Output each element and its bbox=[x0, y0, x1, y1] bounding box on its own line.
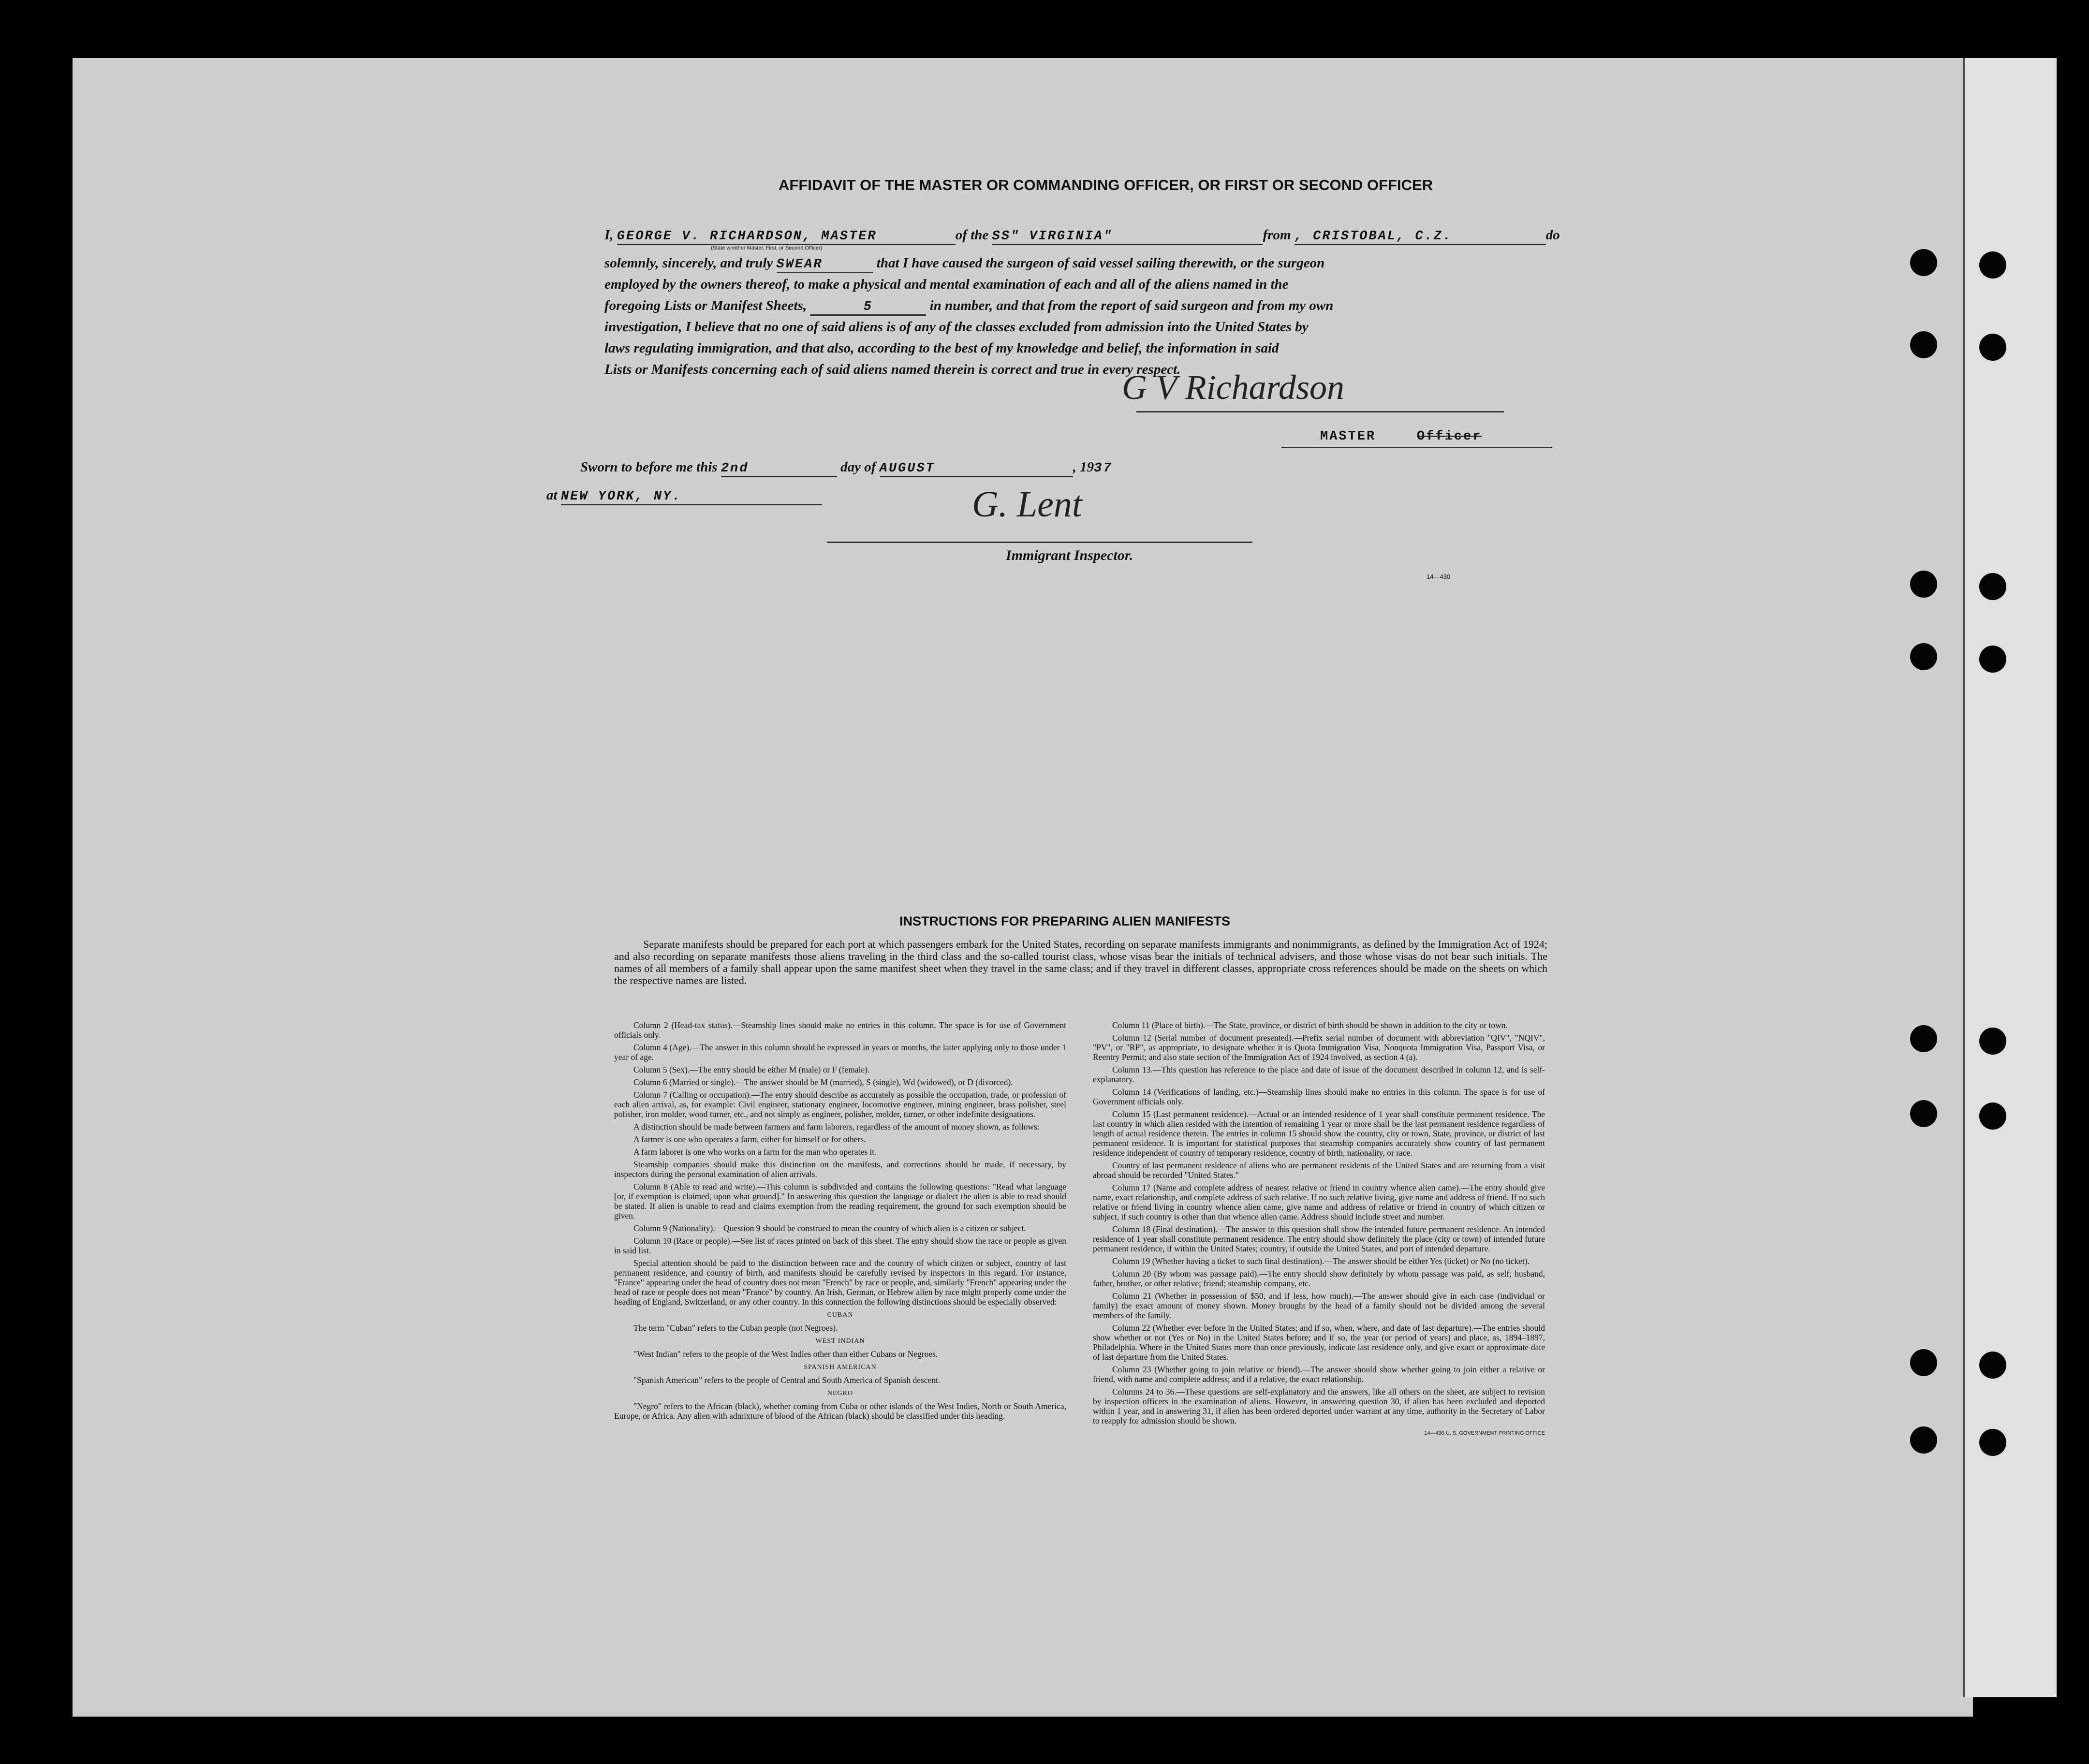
vessel-name: SS" VIRGINIA" bbox=[992, 229, 1263, 245]
negro-definition: "Negro" refers to the African (black), whether coming from Cuba or other islands of the West Indies, North or South America, Europe, or Africa. Any alien with admixture of blood of the African (black) should be classified under this heading. bbox=[614, 1401, 1066, 1421]
facing-page-edge bbox=[1963, 58, 2057, 1697]
printer-imprint: 14—430 U. S. GOVERNMENT PRINTING OFFICE bbox=[1424, 1430, 1545, 1436]
sworn-line: Sworn to before me this 2nd day of AUGUST , 1937 bbox=[580, 459, 1528, 477]
binder-hole bbox=[1979, 334, 2006, 361]
inspector-line bbox=[827, 542, 1252, 543]
binder-hole bbox=[1910, 1100, 1937, 1127]
instruction-paragraph: Column 10 (Race or people).—See list of races printed on back of this sheet. The entry should show the race or people as given in said list. bbox=[614, 1236, 1066, 1255]
binder-hole bbox=[1910, 249, 1937, 276]
sworn-month: AUGUST bbox=[880, 461, 1073, 477]
instruction-paragraph: Column 22 (Whether ever before in the United States; and if so, when, where, and date of last departure).—The entries should show whether or not (Yes or No) in the United States before; and if so, the year (or period of years) and place, as, 1894–1897, Philadelphia. Where in the United States more than once previously, indicate last residence only, and give exact or approximate date of last departure from the United States. bbox=[1093, 1323, 1545, 1362]
sworn-year: 37 bbox=[1094, 461, 1113, 476]
instructions-title: INSTRUCTIONS FOR PREPARING ALIEN MANIFESTS bbox=[899, 914, 1231, 928]
signature-line bbox=[1136, 411, 1504, 412]
instruction-paragraph: Column 23 (Whether going to join relative or friend).—The answer should show whether going to join either a relative or friend, with name and complete address; and if a relative, the exact relationship. bbox=[1093, 1365, 1545, 1384]
instruction-paragraph: Columns 24 to 36.—These questions are self-explanatory and the answers, like all others on the sheet, are subject to revision by inspection officers in the examination of aliens. However, in answering question 30, if alien has been excluded and deported within 1 year, and in answering 31, if alien has been ordered deported under warrant at any time, authority in the Secretary of Labor to reapply for admission should be shown. bbox=[1093, 1387, 1545, 1426]
place-line: at NEW YORK, NY. bbox=[546, 487, 1494, 505]
instruction-paragraph: Column 19 (Whether having a ticket to such final destination).—The answer should be either Yes (ticket) or No (no ticket). bbox=[1112, 1256, 1530, 1266]
instruction-paragraph: Column 5 (Sex).—The entry should be either M (male) or F (female). bbox=[633, 1065, 870, 1074]
sheet-count: 5 bbox=[810, 300, 926, 316]
negro-heading: NEGRO bbox=[827, 1390, 853, 1397]
instruction-paragraph: Steamship companies should make this distinction on the manifests, and corrections should be made, if necessary, by inspectors during the personal examination of alien arrivals. bbox=[614, 1160, 1066, 1179]
signed-title: MASTER bbox=[1320, 429, 1376, 444]
instruction-paragraph: Column 2 (Head-tax status).—Steamship lines should make no entries in this column. The space is for use of Government officials only. bbox=[614, 1020, 1066, 1040]
departure-port: , CRISTOBAL, C.Z. bbox=[1295, 229, 1546, 245]
binder-hole bbox=[1979, 1028, 2006, 1055]
instruction-paragraph: Column 4 (Age).—The answer in this column should be expressed in years or months, the latter applying only to those under 1 year of age. bbox=[614, 1043, 1066, 1062]
instruction-paragraph: A distinction should be made between farmers and farm laborers, regardless of the amount of money shown, as follows: bbox=[633, 1122, 1040, 1132]
instruction-paragraph: Column 21 (Whether in possession of $50, and if less, how much).—The answer should give in each case (individual or family) the exact amount of money shown. Money brought by the head of a family should not be divided among the several members of the family. bbox=[1093, 1291, 1545, 1320]
sworn-day: 2nd bbox=[721, 461, 837, 477]
binder-hole bbox=[1979, 573, 2006, 600]
binder-hole bbox=[1910, 1426, 1937, 1454]
instruction-paragraph: A farmer is one who operates a farm, either for himself or for others. bbox=[633, 1134, 866, 1144]
cuban-heading: CUBAN bbox=[827, 1311, 853, 1319]
binder-hole bbox=[1979, 1102, 2006, 1130]
instruction-paragraph: Column 15 (Last permanent residence).—Actual or an intended residence of 1 year shall constitute permanent residence. The last country in which alien resided with the intention of remaining 1 year or more shall be the last permanent residence regardless of length of actual residence therein. The entries in column 15 should show the country, city or town, State, province, or district of last permanent residence. It is important for statistical purposes that steamship companies accurately show country of last permanent residence independent of country of temporary residence, country of birth, nationality, or race. bbox=[1093, 1109, 1545, 1158]
binder-hole bbox=[1910, 643, 1937, 670]
binder-hole bbox=[1979, 1352, 2006, 1379]
binder-hole bbox=[1910, 571, 1937, 598]
title-line bbox=[1281, 447, 1552, 448]
sworn-place: NEW YORK, NY. bbox=[561, 489, 822, 505]
affidavit-line-6: laws regulating immigration, and that also, according to the best of my knowledge and belief, the information in said bbox=[604, 340, 1279, 356]
master-signature: G V Richardson bbox=[1122, 368, 1344, 407]
inspector-label: Immigrant Inspector. bbox=[1006, 547, 1133, 563]
instruction-paragraph: Column 13.—This question has reference to the place and date of issue of the document described in column 12, and is self-explanatory. bbox=[1093, 1065, 1545, 1084]
binder-hole bbox=[1979, 1429, 2006, 1456]
spanish-american-heading: SPANISH AMERICAN bbox=[804, 1364, 877, 1371]
affidavit-line-5: investigation, I believe that no one of said aliens is of any of the classes excluded from admission into the United States by bbox=[604, 319, 1309, 335]
instruction-paragraph: A farm laborer is one who works on a farm for the man who operates it. bbox=[633, 1147, 877, 1157]
instructions-right-column bbox=[1093, 1020, 1545, 1441]
instruction-paragraph: Column 12 (Serial number of document presented).—Prefix serial number of document with abbreviation "QIV", "NQIV", "PV", or "RP", as appropriate, to designate whether it is Quota Immigration Visa, Nonquota Immigration Visa, Passport Visa, or Reentry Permit; and also state section of the Immigration Act of 1924 involved, as section 4 (a). bbox=[1093, 1033, 1545, 1062]
instruction-paragraph: Column 14 (Verifications of landing, etc.)—Steamship lines should make no entries in this column. The space is for use of Government officials only. bbox=[1093, 1087, 1545, 1106]
instruction-paragraph: Column 8 (Able to read and write).—This column is subdivided and contains the following questions: "Read what language [or, if exemption is claimed, upon what ground]." In answering this question the language or dialect the alien is able to read should be stated. If alien is unable to read and claims exemption from the reading requirement, the ground for such exemption should be given. bbox=[614, 1182, 1066, 1220]
west-indian-heading: WEST INDIAN bbox=[815, 1338, 865, 1345]
instruction-paragraph: Column 17 (Name and complete address of nearest relative or friend in country whence alien came).—The entry should give name, exact relationship, and complete address of such relative. If no such relative living, give name and address of friend. If no such relative or friend living in country whence alien came, give name and address of relative or friend in country of which citizen or subject, if such country is other than that whence alien came. Address should include street and number. bbox=[1093, 1183, 1545, 1221]
inspector-signature: G. Lent bbox=[972, 484, 1082, 525]
affidavit-line-4: foregoing Lists or Manifest Sheets, 5 in number, and that from the report of said surgeon and from my own bbox=[604, 298, 1552, 316]
instruction-paragraph: Column 9 (Nationality).—Question 9 should be construed to mean the country of which alien is a citizen or subject. bbox=[633, 1223, 1026, 1233]
west-indian-definition: "West Indian" refers to the people of the West Indies other than either Cubans or Negroes. bbox=[633, 1349, 938, 1359]
manifest-sheet bbox=[73, 58, 1973, 1717]
master-name: GEORGE V. RICHARDSON, MASTER bbox=[617, 229, 956, 245]
binder-hole bbox=[1979, 251, 2006, 279]
instruction-paragraph: Special attention should be paid to the distinction between race and the country of which citizen or subject, country of last permanent residence, and country of birth, and manifests should be carefully revised by inspectors in this regard. For instance, "France" appearing under the head of country does not mean "French" by race or people, and, similarly "French" appearing under the head of race or people does not mean "France" by country. An Irish, German, or Hebrew alien by race might properly come under the heading of England, Switzerland, or any other country. In this connection the following distinctions should be especially observed: bbox=[614, 1258, 1066, 1307]
instruction-paragraph: Country of last permanent residence of aliens who are permanent residents of the United States and are returning from a visit abroad should be recorded "United States." bbox=[1093, 1161, 1545, 1180]
instruction-paragraph: Column 7 (Calling or occupation).—The entry should describe as accurately as possible the occupation, trade, or profession of each alien arrival, as, for example: Civil engineer, stationary engineer, locomotive engineer, mining engineer, brass polisher, steel polisher, iron molder, wood turner, etc., and not simply as engineer, polisher, molder, turner, or other indefinite designations. bbox=[614, 1090, 1066, 1119]
affidavit-line-3: employed by the owners thereof, to make a physical and mental examination of each and all of the aliens named in the bbox=[604, 277, 1289, 292]
affidavit-title: AFFIDAVIT OF THE MASTER OR COMMANDING OFFICER, OR FIRST OR SECOND OFFICER bbox=[779, 176, 1433, 193]
rank-note: (State whether Master, First, or Second Officer) bbox=[711, 245, 823, 251]
spanish-american-definition: "Spanish American" refers to the people of Central and South America of Spanish descent. bbox=[633, 1375, 941, 1385]
instructions-left-column bbox=[614, 1020, 1066, 1424]
affidavit-line-1: I, GEORGE V. RICHARDSON, MASTER of the SS" VIRGINIA" from , CRISTOBAL, C.Z. do bbox=[604, 227, 1552, 245]
binder-hole bbox=[1979, 646, 2006, 673]
instruction-paragraph: Column 6 (Married or single).—The answer should be M (married), S (single), Wd (widowed), or D (divorced). bbox=[633, 1077, 1013, 1087]
oath-word: SWEAR bbox=[777, 257, 873, 273]
struck-title: Officer bbox=[1417, 429, 1482, 444]
binder-hole bbox=[1910, 331, 1937, 358]
instruction-paragraph: Column 20 (By whom was passage paid).—The entry should show definitely by whom passage was paid, as self; husband, father, brother, or other relative; friend; steamship company, etc. bbox=[1093, 1269, 1545, 1288]
form-number: 14—430 bbox=[1427, 573, 1451, 580]
binder-hole bbox=[1910, 1025, 1937, 1052]
cuban-definition: The term "Cuban" refers to the Cuban people (not Negroes). bbox=[633, 1323, 838, 1333]
binder-hole bbox=[1910, 1349, 1937, 1376]
instruction-paragraph: Column 11 (Place of birth).—The State, province, or district of birth should be shown in addition to the city or town. bbox=[1112, 1020, 1508, 1030]
instruction-paragraph: Column 18 (Final destination).—The answer to this question shall show the intended future permanent residence. An intended residence of 1 year shall constitute permanent residence. The entry should show definitely the place (city or town) of intended future permanent residence, if within the United States; country, if outside the United States, and port of intended departure. bbox=[1093, 1224, 1545, 1253]
affidavit-line-7: Lists or Manifests concerning each of said aliens named therein is correct and true in every respect. bbox=[604, 362, 1181, 377]
instructions-intro: Separate manifests should be prepared for each port at which passengers embark for the United States, recording on separate manifests immigrants and nonimmigrants, as defined by the Immigration Act of 1924; and also recording on separate manifests those aliens traveling in the third class and the so-called tourist class, whose visas bear the initials of technical advisers, and those whose visas do not bear such initials. The names of all members of a family shall appear upon the same manifest sheet when they travel in the same class; and if they travel in different classes, appropriate cross references should be made on the sheets on which the respective names are listed. bbox=[614, 938, 1547, 986]
affidavit-line-2: solemnly, sincerely, and truly SWEAR that I have caused the surgeon of said vessel sailing therewith, or the surgeon bbox=[604, 255, 1552, 273]
